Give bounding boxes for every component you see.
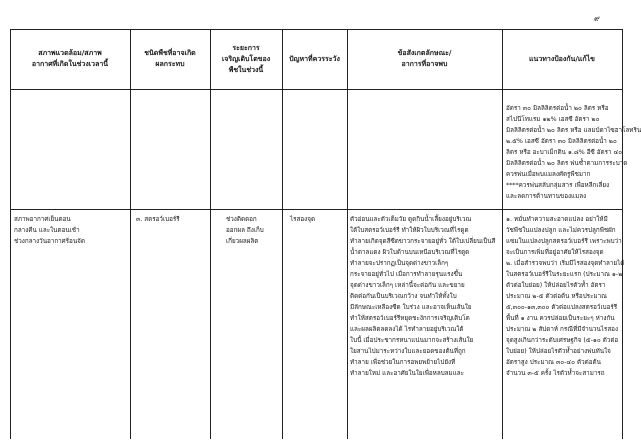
column-divider — [130, 29, 131, 439]
pest-advisory-table — [10, 29, 641, 439]
column-divider — [502, 29, 503, 439]
table-left-border — [10, 29, 11, 439]
column-divider — [282, 29, 283, 439]
row-divider — [10, 209, 623, 210]
row2-crop-text: ๓. สตรอว์เบอร์รี — [136, 216, 180, 223]
row2-symptoms-text: ตัวอ่อนและตัวเต็มวัย ดูดกินน้ำเลี้ยงอยู่บริเวณ ใต้ใบสตรอว์เบอร์รี ทำให้ผิวใบบริเวณที่ไรดูด ทำลายเกิดจุดสีซีดขาวกระจายอยู่ทั่ว ใต้ใบเปลี่ยนเป็นสี น้ำตาลแดง ผิวใบด้านบนเหนือบริเวณที่ไรดูด ทำลายจะปรากฏเป็นจุดด่างขาวเล็กๆ กระจายอยู่ทั่วไป เมื่อการทำลายรุนแรงขึ้น จุดด่างขาวเล็กๆ เหล่านี้จะต่อกัน และขยาย ติดต่อกันเป็นบริเวณกว้าง จนทำให้ทั้งใบ มีลักษณะเหลืองซีด ใบร่วง และอาจเห็นเส้นใย ทำให้สตรอว์เบอร์รีหยุดชะงักการเจริญเติบโต และผลผลิตลดลงได้ ไรทำลายอยู่บริเวณใต้ ใบนี้ เมื่อประชากรหนาแน่นมากจะสร้างเส้นใย ใยสานไปมาระหว่างใบและยอดของต้นที่ถูก ทำลาย เพื่อช่วยในการอพยพย้ายไปยังที่ ทำลายใหม่ และอาศัยในใยเพื่อหลบลมและ — [350, 216, 496, 377]
column-divider — [210, 29, 211, 439]
header-problem: ปัญหาที่ควรระวัง — [289, 54, 340, 63]
row2-prevention-text: ๑. หมั่นทำความสะอาดแปลง อย่าให้มี วัชพืชในแปลงปลูก และไม่ควรปลูกพืชผัก แซมในแปลงปลูกสตรอว์เบอร์รี เพราะพบว่า จะเป็นการเพิ่มที่อยู่อาศัยให้ไรสองจุด ๒. เมื่อสำรวจพบว่า เริ่มมีไรสองจุดทำลายได้ ในสตรอว์เบอร์รีในระยะแรก (ประมาณ ๑-๒ ตัวต่อใบย่อย) ให้ปล่อยไรตัวห้ำ อัตรา ประมาณ ๒-๕ ตัวต่อต้น หรือประมาณ ๕,๓๐๐-๑๓,๓๐๐ ตัวต่อแปลงสตรอว์เบอร์รี พื้นที่ ๑ งาน ควรปล่อยเป็นระยะๆ ห่างกัน ประมาณ ๒ สัปดาห์ กรณีที่มีจำนวนไรสอง จุดสูงเกินกว่าระดับเศรษฐกิจ (๕-๑๐ ตัวต่อ ใบย่อย) ให้ปล่อยไรตัวห้ำอย่างพ่นทันใจ อัตราสูง ประมาณ ๓๐-๔๐ ตัวต่อต้น จำนวน ๓-๕ ครั้ง ไรตัวห้ำจะสามารถ — [506, 216, 625, 377]
table-right-border — [622, 29, 623, 439]
row2-growth-stage-text: ช่วงติดดอก ออกผล ถึงเก็บ เกี่ยวผลผลิต — [226, 216, 264, 245]
header-symptoms: ข้อสังเกตลักษณะ/ อาการที่อาจพบ — [397, 49, 452, 68]
row1-prevention-text: อัตรา ๓๐ มิลลิลิตรต่อน้ำ ๒๐ ลิตร หรือ สไปนีโทแรม ๑๒% เอสซี อัตรา ๒๐ มิลลิลิตรต่อน้ำ ๒๐ ลิตร หรือ แลมบ์ดาไซฮาโลทริน ๒.๕% เอสซี อัตรา ๓๐ มิลลิลิตรต่อน้ำ ๒๐ ลิตร หรือ อะบาเม็กติน ๑.๘% อีซี อัตรา ๔๐ มิลลิลิตรต่อน้ำ ๒๐ ลิตร พ่นซ้ำตามการระบาด ควรพ่นเมื่อพบแมลงศัตรูพืชมาก ****ควรพ่นสลับกลุ่มสาร เพื่อหลีกเลี่ยง และลดการต้านทานของแมลง — [506, 105, 641, 200]
column-divider — [347, 29, 348, 439]
page-number: ๙ — [594, 14, 600, 23]
header-environment: สภาพแวดล้อม/สภาพ อากาศที่เกิดในช่วงเวลานี้ — [31, 49, 109, 68]
header-growth-stage: ระยะการ เจริญเติบโตของ พืชในช่วงนี้ — [221, 43, 271, 74]
row2-problem-text: ไรสองจุด — [290, 216, 316, 223]
header-bottom-border — [10, 89, 623, 90]
row2-environment-text: สภาพอากาศเย็นตอน กลางคืน และในตอนเช้า ช่วงกลางวันอากาศร้อนจัด — [14, 216, 85, 245]
header-prevention: แนวทางป้องกัน/แก้ไข — [529, 54, 595, 63]
header-crop-type: ชนิดพืชที่อาจเกิด ผลกระทบ — [144, 49, 196, 68]
